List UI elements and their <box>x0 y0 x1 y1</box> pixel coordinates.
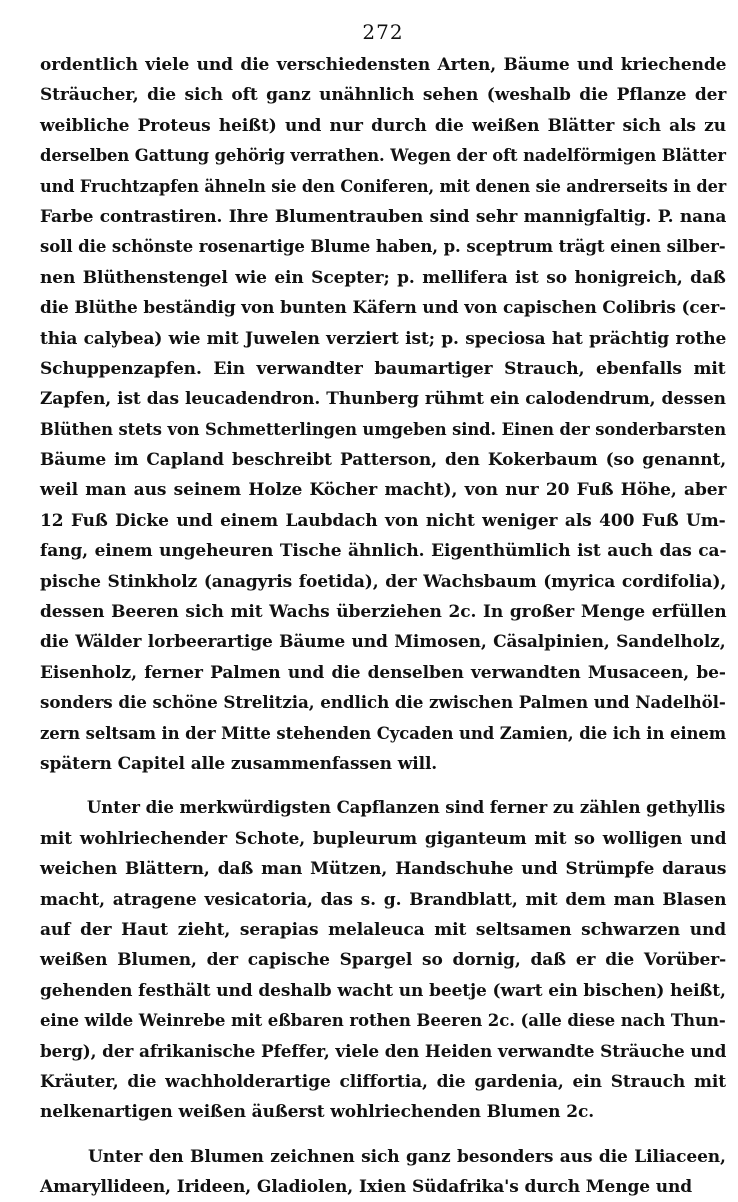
text-line: berg), der afrikanische Pfeffer, viele den Heiden verwandte Sträuche und <box>40 1041 727 1062</box>
text-line: zern seltsam in der Mitte stehenden Cycaden und Zamien, die ich in einem <box>40 723 727 744</box>
paragraph <box>40 50 726 779</box>
text-line: und Fruchtzapfen ähneln sie den Coniferen, mit denen sie andrerseits in der <box>40 176 727 197</box>
text-line: die Wälder lorbeerartige Bäume und Mimosen, Cäsalpinien, Sandelholz, <box>40 632 726 653</box>
text-line: weißen Blumen, der capische Spargel so dornig, daß er die Vorüber- <box>40 950 727 971</box>
text-line: Schuppenzapfen. Ein verwandter baumartiger Strauch, ebenfalls mit <box>40 358 726 379</box>
text-line: Farbe contrastiren. Ihre Blumentrauben sind sehr mannigfaltig. P. nana <box>40 206 727 227</box>
text-line: dessen Beeren sich mit Wachs überziehen 2c. In großer Menge erfüllen <box>40 602 727 623</box>
text-line: auf der Haut zieht, serapias melaleuca mit seltsamen schwarzen und <box>40 919 727 940</box>
text-line: mit wohlriechender Schote, bupleurum giganteum mit so wolligen und <box>40 828 727 849</box>
paragraph <box>40 1142 726 1202</box>
text-line: Amaryllideen, Irideen, Gladiolen, Ixien Südafrika's durch Menge und <box>40 1177 693 1198</box>
text-line: fang, einem ungeheuren Tische ähnlich. Eigenthümlich ist auch das ca- <box>40 541 727 562</box>
text-line: Zapfen, ist das leucadendron. Thunberg rühmt ein calodendrum, dessen <box>40 389 726 410</box>
text-line: weichen Blättern, daß man Mützen, Handschuhe und Strümpfe daraus <box>40 859 727 880</box>
text-line: thia calybea) wie mit Juwelen verziert ist; p. speciosa hat prächtig rothe <box>40 328 727 349</box>
text-line: 12 Fuß Dicke und einem Laubdach von nicht weniger als 400 Fuß Um- <box>40 510 726 531</box>
text-line: eine wilde Weinrebe mit eßbaren rothen Beeren 2c. (alle diese nach Thun- <box>40 1011 726 1032</box>
text-line: Unter die merkwürdigsten Capflanzen sind ferner zu zählen gethyllis <box>86 798 726 819</box>
text-line: gehenden festhält und deshalb wacht un beetje (wart ein bischen) heißt, <box>40 980 726 1001</box>
text-line: Eisenholz, ferner Palmen und die denselben verwandten Musaceen, be- <box>40 662 726 683</box>
text-line: ordentlich viele und die verschiedensten Arten, Bäume und kriechende <box>40 55 727 75</box>
page-number: 272 <box>362 20 404 44</box>
text-line: spätern Capitel alle zusammenfassen will. <box>40 753 438 774</box>
paragraph-gap <box>40 779 726 793</box>
text-line: Unter den Blumen zeichnen sich ganz besonders aus die Liliaceen, <box>88 1146 726 1167</box>
paragraph-gap <box>40 1128 726 1142</box>
text-line: weil man aus seinem Holze Köcher macht), von nur 20 Fuß Höhe, aber <box>40 480 727 501</box>
text-line: weibliche Proteus heißt) und nur durch die weißen Blätter sich als zu <box>40 115 726 136</box>
text-line: soll die schönste rosenartige Blume haben, p. sceptrum trägt einen silber- <box>40 237 726 258</box>
text-line: nen Blüthenstengel wie ein Scepter; p. mellifera ist so honigreich, daß <box>40 267 726 288</box>
text-line: Sträucher, die sich oft ganz unähnlich sehen (weshalb die Pflanze der <box>40 85 727 106</box>
text-body <box>40 50 726 1202</box>
text-line: sonders die schöne Strelitzia, endlich die zwischen Palmen und Nadelhöl- <box>40 693 726 714</box>
text-line: Blüthen stets von Schmetterlingen umgeben sind. Einen der sonderbarsten <box>40 419 726 440</box>
text-line: Kräuter, die wachholderartige cliffortia, die gardenia, ein Strauch mit <box>40 1071 726 1092</box>
text-line: nelkenartigen weißen äußerst wohlriechenden Blumen 2c. <box>40 1102 595 1123</box>
text-line: macht, atragene vesicatoria, das s. g. Brandblatt, mit dem man Blasen <box>40 889 727 910</box>
text-line: derselben Gattung gehörig verrathen. Wegen der oft nadelförmigen Blätter <box>40 146 726 167</box>
text-line: Bäume im Capland beschreibt Patterson, den Kokerbaum (so genannt, <box>40 450 727 471</box>
paragraph <box>40 793 726 1127</box>
text-line: pische Stinkholz (anagyris foetida), der Wachsbaum (myrica cordifolia), <box>40 571 727 592</box>
text-line: die Blüthe beständig von bunten Käfern und von capischen Colibris (cer- <box>40 298 726 319</box>
